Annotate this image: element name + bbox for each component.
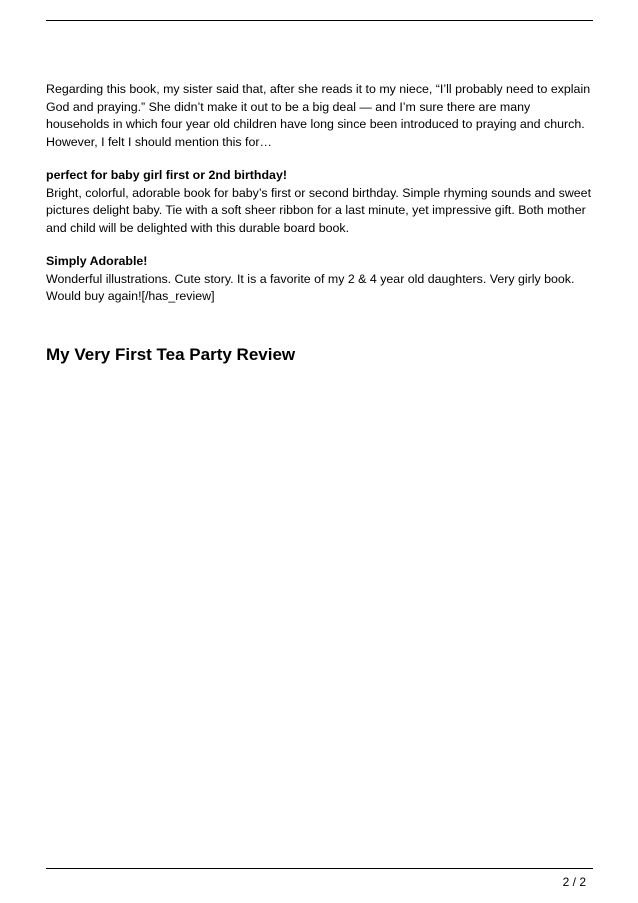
intro-paragraph: Regarding this book, my sister said that, after she reads it to my niece, “I’ll probably need to explain God and praying.” She didn’t make it out to be a big deal — and I’m sure there are many households in which four year old children have long since been introduced to praying and church. However, I felt I should mention this for… [46,82,591,149]
review-body: Wonderful illustrations. Cute story. It is a favorite of my 2 & 4 year old daughters. Very girly book. Would buy again![/has_review] [46,271,575,303]
review-title: perfect for baby girl first or 2nd birthday! [46,168,287,182]
page-number: 2 / 2 [562,875,586,889]
header-rule [46,20,593,21]
review-block [46,167,594,237]
review-title: Simply Adorable! [46,254,148,268]
document-body [46,81,594,366]
review-body: Bright, colorful, adorable book for baby’s first or second birthday. Simple rhyming sounds and sweet pictures delight baby. Tie with a soft sheer ribbon for a last minute, yet impressive gift. Both mother and child will be delighted with this durable board book. [46,185,592,235]
review-block [46,253,594,306]
footer-rule [46,868,593,869]
section-heading: My Very First Tea Party Review [46,344,296,364]
